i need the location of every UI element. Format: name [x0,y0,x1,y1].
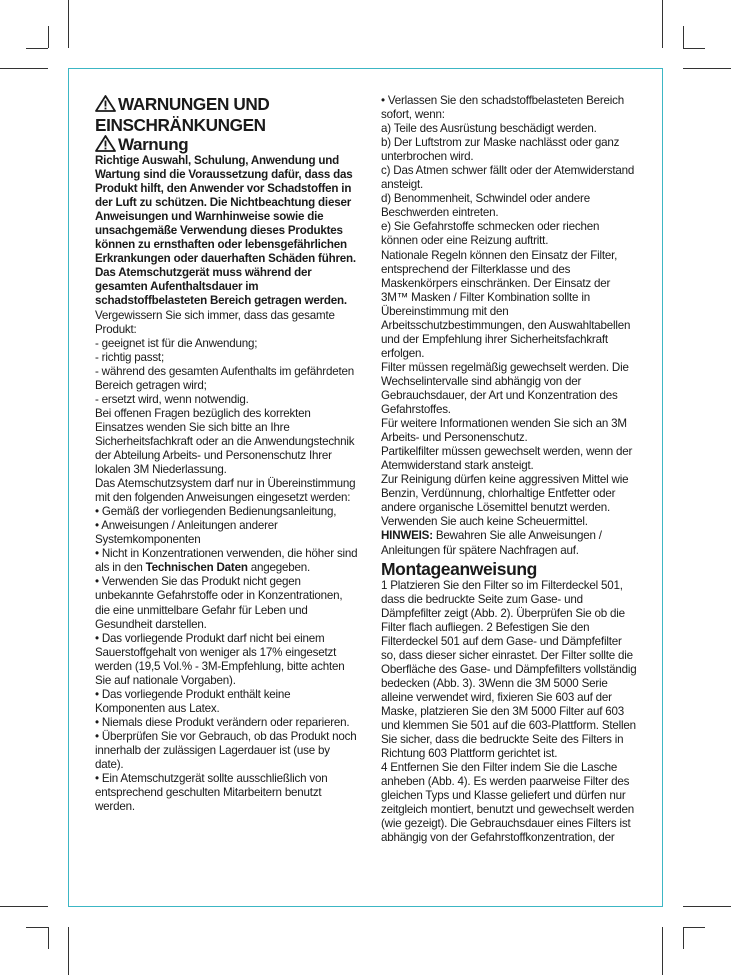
list-item: • Das vorliegende Produkt enthält keine Komponenten aus Latex. [95,687,291,715]
list-item: e) Sie Gefahrstoffe schmecken oder riechen können oder eine Reizung auftritt. [381,220,600,248]
crop-mark [26,48,48,49]
list-item: • Verwenden Sie das Produkt nicht gegen unbekannte Gefahrstoffe oder in Konzentrationen, die eine unmittelbare Gefahr für Leben und Gesundheit darstellen. [95,575,343,631]
intro-warning-text: Richtige Auswahl, Schulung, Anwendung und Wartung sind die Voraussetzung dafür, dass das Produkt hilft, den Anwender vor Schadstoffen in der Luft zu schützen. Die Nichtbeachtung dieser Anweisungen und Warnhinweise sowie die unsachgemäße Verwendung dieses Produktes können zu ernsthaften oder lebensgefährlichen Erkrankungen oder dauerhaften Schäden führen. Das Atemschutzgerät muss während der gesamten Aufenthaltsdauer im schadstoffbelasteten Bereich getragen werden. [95,154,356,308]
list-item: - richtig passt; [95,350,164,364]
assembly-heading: Montageanweisung [381,558,537,579]
crop-mark [662,927,663,975]
list-item: - während des gesamten Aufenthalts im gefährdeten Bereich getragen wird; [95,364,354,392]
paragraph: 4 Entfernen Sie den Filter indem Sie die Lasche anheben (Abb. 4). Es werden paarweise Filter des gleichen Typs und Klasse geliefert und dürfen nur zeitgleich montiert, benutzt und gewechselt werden (wie gezeigt). Die Gebrauchsdauer eines Filters ist abhängig von der Gefahrstoffkonzentration, der [381,761,634,845]
list-item: • Ein Atemschutzgerät sollte ausschließlich von entsprechend geschulten Mitarbeitern benutzt werden. [95,772,328,814]
crop-mark [683,927,684,949]
crop-mark [683,48,705,49]
list-item: • Niemals diese Produkt verändern oder reparieren. [95,715,350,729]
crop-mark [48,927,49,949]
crop-mark [683,927,705,928]
paragraph: Das Atemschutzsystem darf nur in Übereinstimmung mit den folgenden Anweisungen eingesetzt werden: [95,477,356,505]
list-item-text: • Nicht in Konzentrationen verwenden, die höher sind als in den [95,547,358,575]
list-item: c) Das Atmen schwer fällt oder der Atemwiderstand ansteigt. [381,164,635,192]
paragraph: Vergewissern Sie sich immer, dass das gesamte Produkt: [95,308,335,336]
paragraph: Nationale Regeln können den Einsatz der Filter, entsprechend der Filterklasse und des Maskenkörpers einschränken. Der Einsatz der 3M™ Masken / Filter Kombination sollte in Übereinstimmung mit den Arbeitsschutzbestimmungen, den Auswahltabellen und der Empfehlung ihrer Sicherheitsfachkraft erfolgen. [381,248,631,360]
note-paragraph [381,529,639,557]
crop-mark [683,26,684,48]
crop-mark [48,26,49,48]
list-item-text: angegeben. [247,561,310,575]
paragraph: 1 Platzieren Sie den Filter so im Filterdeckel 501, dass die bedruckte Seite zum Gase- und Dämpfefilter zeigt (Abb. 2). Überprüfen Sie ob die Filter flach aufliegen. 2 Befestigen Sie den Filterdeckel 501 auf dem Gase- und Dämpfefilter so, dass dieser sicher einrastet. Der Filter sollte die Oberfläche des Gase- und Dämpfefilters vollständig bedecken (Abb. 3). 3Wenn die 3M 5000 Serie alleine verwendet wird, fixieren Sie 603 auf der Maske, platzieren Sie den 3M 5000 Filter auf 603 und klemmen Sie 501 auf die 603-Plattform. Stellen Sie sicher, dass die bedruckte Seite des Filters in Richtung 603 Plattform gerichtet ist. [381,578,637,761]
list-item: b) Der Luftstrom zur Maske nachlässt oder ganz unterbrochen wird. [381,136,620,164]
warnings-heading [95,94,358,135]
crop-mark [0,68,48,69]
crop-mark [662,0,663,48]
crop-mark [0,906,48,907]
list-item: d) Benommenheit, Schwindel oder andere Beschwerden eintreten. [381,192,590,220]
crop-mark [68,927,69,975]
list-item: • Verlassen Sie den schadstoffbelasteten Bereich sofort, wenn: [381,94,625,122]
list-item [95,547,358,575]
paragraph: Filter müssen regelmäßig gewechselt werden. Die Wechselintervalle sind abhängig von der Gebrauchsdauer, der Art und Konzentration des Gefahrstoffes. [381,360,629,417]
list-item: - geeignet ist für die Anwendung; [95,336,258,350]
list-item: • Das vorliegende Produkt darf nicht bei einem Sauerstoffgehalt von weniger als 17% eingesetzt werden (19,5 Vol.% - 3M-Empfehlung, bitte achten Sie auf nationale Vorgaben). [95,631,345,687]
list-item: - ersetzt wird, wenn notwendig. [95,392,249,406]
list-item: • Überprüfen Sie vor Gebrauch, ob das Produkt noch innerhalb der zulässigen Lagerdauer ist (use by date). [95,729,357,772]
warnings-heading-text: WARNUNGEN UND EINSCHRÄNKUNGEN [95,94,270,135]
warning-subheading-text: Warnung [118,135,189,154]
crop-mark [68,0,69,48]
list-item: • Anweisungen / Anleitungen anderer Systemkomponenten [95,519,278,547]
crop-mark [683,906,731,907]
warning-triangle-icon [95,135,116,152]
warning-subheading [95,135,358,154]
left-column [95,94,358,814]
technical-data-reference: Technischen Daten [145,561,248,575]
paragraph: Zur Reinigung dürfen keine aggressiven Mittel wie Benzin, Verdünnung, chlorhaltige Entfetter oder andere organische Lösemittel benutzt werden. Verwenden Sie auch keine Scheuermittel. [381,473,629,529]
warning-triangle-icon [95,95,116,112]
paragraph: Bei offenen Fragen bezüglich des korrekten Einsatzes wenden Sie sich bitte an Ihre Sicherheitsfachkraft oder an die Anwendungstechnik der Abteilung Arbeits- und Personenschutz Ihrer lokalen 3M Niederlassung. [95,406,355,477]
note-text: Bewahren Sie alle Anweisungen / Anleitungen für spätere Nachfragen auf. [381,529,602,557]
list-item: • Gemäß der vorliegenden Bedienungsanleitung, [95,505,337,519]
paragraph: Für weitere Informationen wenden Sie sich an 3M Arbeits- und Personenschutz. [381,417,627,445]
note-label: HINWEIS: [381,529,433,543]
list-item: a) Teile des Ausrüstung beschädigt werden. [381,122,597,136]
crop-mark [683,68,731,69]
paragraph: Partikelfilter müssen gewechselt werden, wenn der Atemwiderstand stark ansteigt. [381,445,633,473]
crop-mark [26,927,48,928]
right-column [381,94,639,845]
